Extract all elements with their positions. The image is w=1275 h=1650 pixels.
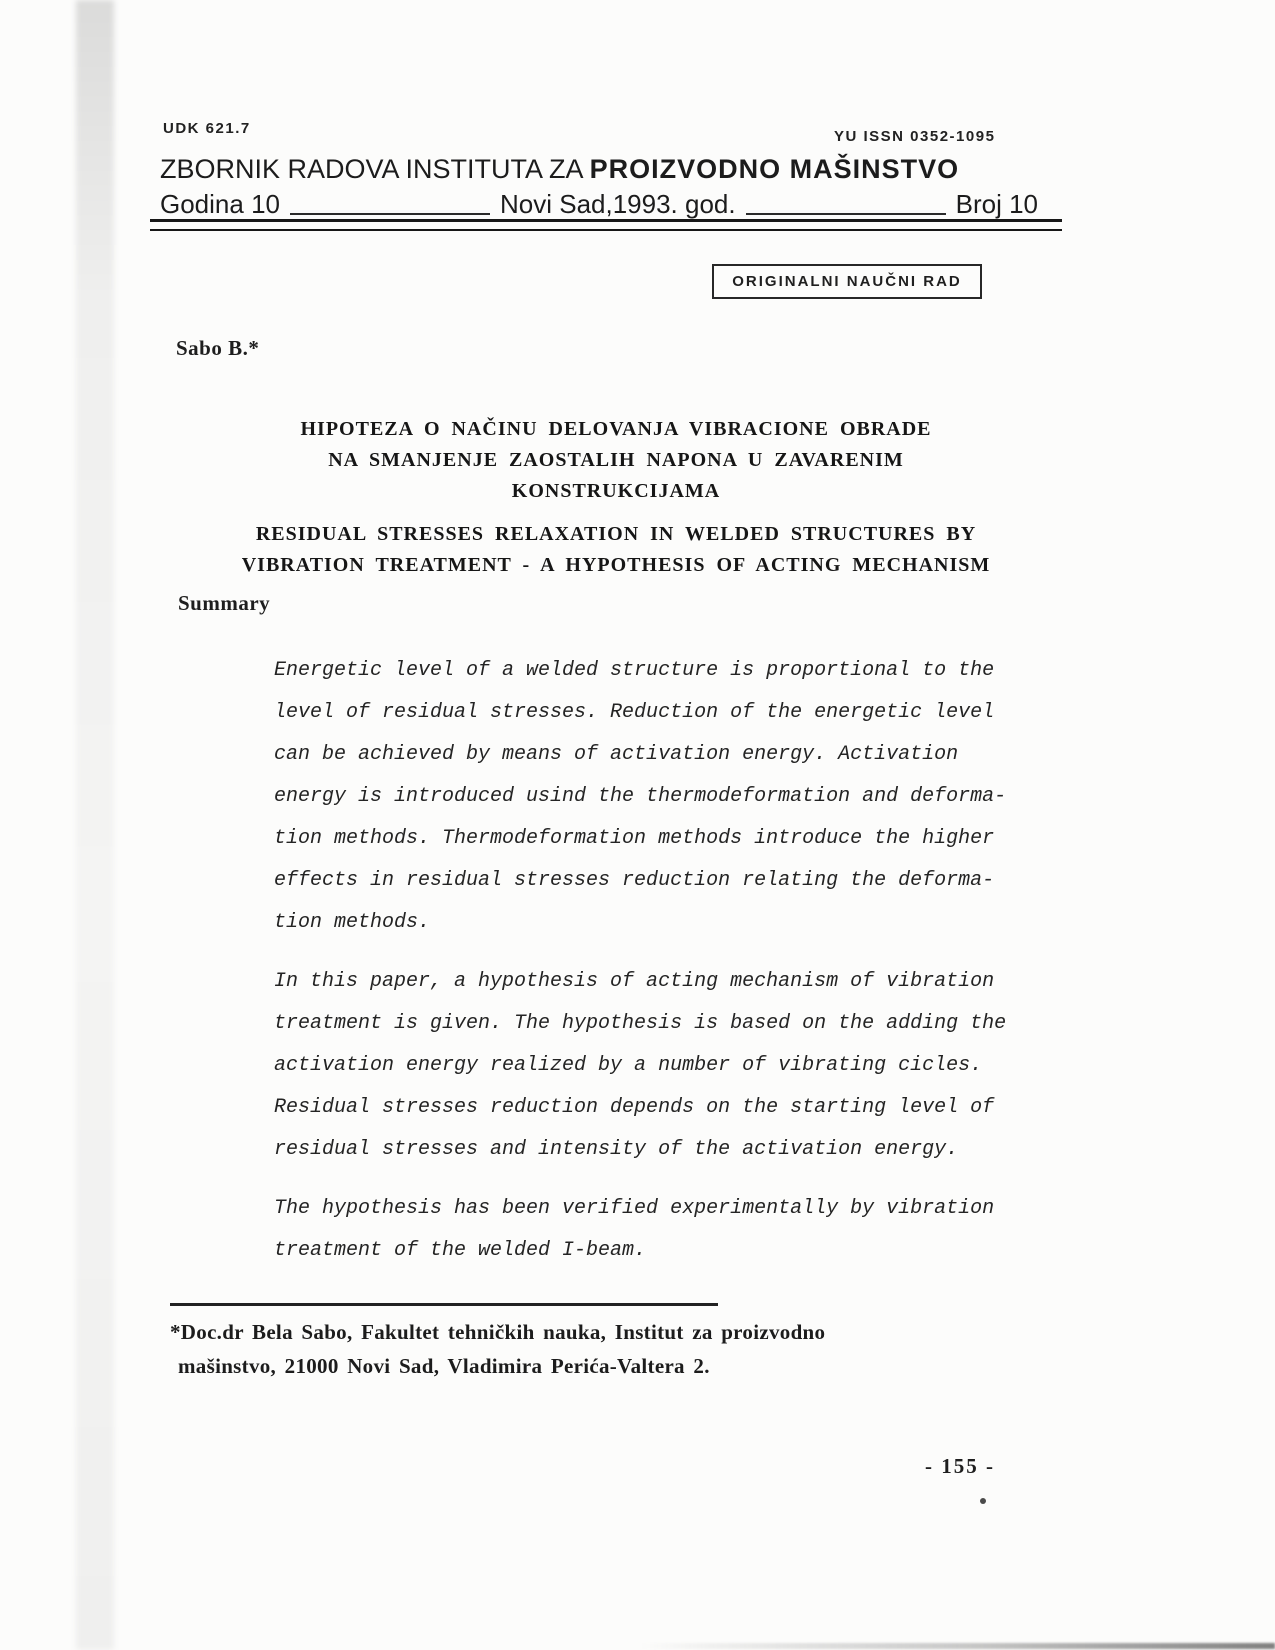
journal-meta-row [160, 189, 1038, 220]
text-line: effects in residual stresses reduction relating the deforma- [274, 869, 995, 892]
text-line: tion methods. [274, 911, 431, 934]
issn-code: YU ISSN 0352-1095 [834, 128, 996, 145]
meta-underline-right [746, 212, 946, 215]
text-line: Residual stresses reduction depends on the starting level of [274, 1096, 995, 1119]
text-line: Energetic level of a welded structure is proportional to the [274, 659, 995, 682]
journal-title [160, 154, 1040, 185]
journal-title-regular: ZBORNIK RADOVA INSTITUTA ZA [160, 154, 590, 184]
summary-heading: Summary [178, 591, 271, 615]
text-line: treatment of the welded I-beam. [274, 1239, 647, 1262]
scan-bottom-smudge [640, 1643, 1275, 1649]
text-line: NA SMANJENJE ZAOSTALIH NAPONA U ZAVARENIM [328, 449, 904, 471]
summary-text [274, 650, 1019, 1289]
title-english [0, 519, 1232, 581]
text-line: residual stresses and intensity of the activation energy. [274, 1138, 959, 1161]
journal-title-bold: PROIZVODNO MAŠINSTVO [589, 154, 960, 184]
summary-paragraph [274, 650, 1019, 944]
header-double-rule [150, 219, 1062, 231]
text-line: treatment is given. The hypothesis is based on the adding the [274, 1012, 1007, 1035]
text-line: VIBRATION TREATMENT - A HYPOTHESIS OF ACTING MECHANISM [241, 554, 991, 576]
author-name: Sabo B.* [176, 336, 260, 360]
footnote-rule [170, 1303, 718, 1306]
article-type-label: ORIGINALNI NAUČNI RAD [732, 273, 962, 290]
text-line: can be achieved by means of activation energy. Activation [274, 743, 959, 766]
text-line: The hypothesis has been verified experimentally by vibration [274, 1197, 995, 1220]
summary-paragraph [274, 961, 1019, 1171]
ink-speck [980, 1498, 986, 1504]
summary-paragraph [274, 1188, 1019, 1272]
text-line: RESIDUAL STRESSES RELAXATION IN WELDED STRUCTURES BY [255, 523, 977, 545]
footnote-text [170, 1315, 1030, 1383]
text-line: activation energy realized by a number of vibrating cicles. [274, 1054, 983, 1077]
journal-year: Godina 10 [160, 189, 280, 219]
title-serbian [0, 414, 1232, 507]
text-line: energy is introduced usind the thermodeformation and deforma- [274, 785, 1007, 808]
text-line: mašinstvo, 21000 Novi Sad, Vladimira Perića-Valtera 2. [178, 1354, 710, 1378]
text-line: HIPOTEZA O NAČINU DELOVANJA VIBRACIONE OBRADE [300, 418, 932, 440]
article-type-badge [712, 264, 982, 299]
page-number: - 155 - [925, 1454, 995, 1478]
text-line: In this paper, a hypothesis of acting mechanism of vibration [274, 970, 995, 993]
journal-place-date: Novi Sad,1993. god. [499, 189, 736, 219]
meta-underline-left [290, 212, 490, 215]
scan-edge-shadow [76, 0, 114, 1650]
udk-code: UDK 621.7 [163, 120, 251, 137]
journal-issue: Broj 10 [955, 189, 1038, 219]
text-line: tion methods. Thermodeformation methods introduce the higher [274, 827, 995, 850]
text-line: *Doc.dr Bela Sabo, Fakultet tehničkih nauka, Institut za proizvodno [170, 1320, 826, 1344]
text-line: KONSTRUKCIJAMA [511, 480, 721, 502]
text-line: level of residual stresses. Reduction of the energetic level [274, 701, 995, 724]
